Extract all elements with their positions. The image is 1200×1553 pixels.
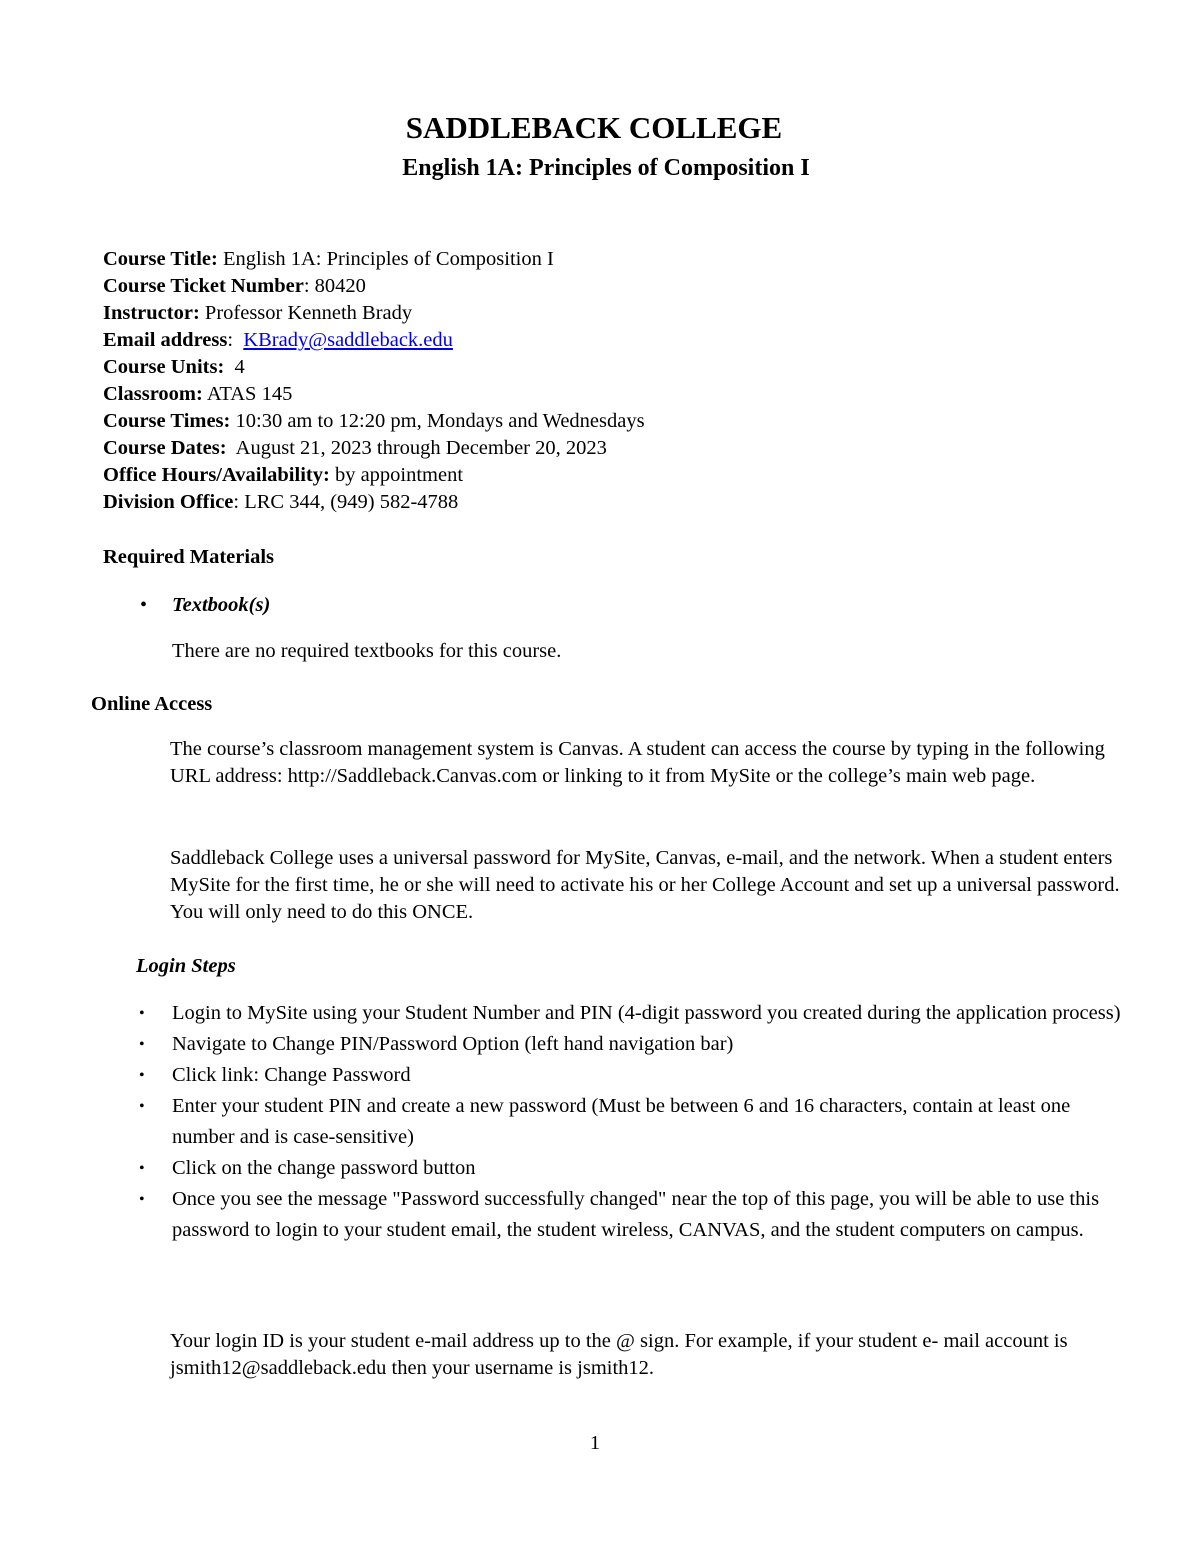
- info-classroom: [103, 381, 1003, 408]
- course-subtitle: English 1A: Principles of Composition I: [402, 155, 810, 181]
- info-course-title: [103, 246, 1003, 273]
- info-label: Classroom:: [103, 383, 203, 405]
- list-item: [0, 1091, 1122, 1153]
- info-label: Office Hours/Availability:: [103, 464, 330, 486]
- required-materials-heading: Required Materials: [103, 546, 274, 568]
- textbooks-note: There are no required textbooks for this course.: [172, 640, 562, 662]
- textbooks-item: Textbook(s): [172, 594, 271, 616]
- step-text: Once you see the message "Password successfully changed" near the top of this page, you will be able to use this password to login to your student email, the student wireless, CANVAS, and the student computers on campus.: [172, 1188, 1100, 1241]
- step-text: Enter your student PIN and create a new password (Must be between 6 and 16 characters, contain at least one number and is case-sensitive): [172, 1095, 1071, 1148]
- step-text: Click link: Change Password: [172, 1064, 411, 1086]
- bullet-icon: •: [139, 1098, 145, 1115]
- info-label: Course Dates:: [103, 437, 227, 459]
- list-item: [0, 1153, 1122, 1184]
- info-value: English 1A: Principles of Composition I: [217, 248, 554, 270]
- online-access-paragraph: The course’s classroom management system is Canvas. A student can access the course by typing in the following URL address: http://Saddleback.Canvas.com or linking to it from MySite or the college’s main web page.: [170, 738, 1105, 787]
- info-label: Course Units:: [103, 356, 225, 378]
- login-id-paragraph: Your login ID is your student e-mail address up to the @ sign. For example, if your student e- mail account is jsmith12@saddleback.edu then your username is jsmith12.: [170, 1330, 1068, 1379]
- info-value: ATAS 145: [202, 383, 293, 405]
- info-units: [103, 354, 1003, 381]
- online-access-heading: Online Access: [91, 693, 213, 715]
- email-link[interactable]: KBrady@saddleback.edu: [243, 329, 453, 351]
- info-value: : LRC 344, (949) 582-4788: [233, 491, 459, 513]
- info-value: by appointment: [329, 464, 464, 486]
- info-value: 4: [224, 356, 245, 378]
- info-label: Division Office: [103, 491, 234, 513]
- list-item: [0, 1184, 1122, 1246]
- info-label: Email address: [103, 329, 228, 351]
- college-title: SADDLEBACK COLLEGE: [405, 110, 783, 145]
- list-item: [0, 998, 1122, 1029]
- bullet-icon: •: [139, 1067, 145, 1084]
- list-item: [0, 1029, 1122, 1060]
- info-value: 10:30 am to 12:20 pm, Mondays and Wednesdays: [230, 410, 645, 432]
- info-label: Course Times:: [103, 410, 231, 432]
- login-steps-heading: Login Steps: [136, 955, 236, 977]
- info-value: August 21, 2023 through December 20, 2023: [226, 437, 607, 459]
- info-value: :: [227, 329, 244, 351]
- bullet-icon: •: [139, 1191, 145, 1208]
- info-label: Course Title:: [103, 248, 218, 270]
- step-text: Click on the change password button: [172, 1157, 476, 1179]
- info-office-hours: [103, 462, 1003, 489]
- bullet-icon: •: [139, 1036, 145, 1053]
- info-label: Course Ticket Number: [103, 275, 304, 297]
- info-instructor: [103, 300, 1003, 327]
- bullet-icon: •: [139, 1160, 145, 1177]
- info-value: : 80420: [303, 275, 366, 297]
- step-text: Navigate to Change PIN/Password Option (left hand navigation bar): [172, 1033, 734, 1055]
- login-steps-list: [0, 998, 1200, 1246]
- info-times: [103, 408, 1003, 435]
- page-number: 1: [589, 1432, 601, 1454]
- bullet-icon: •: [139, 1005, 145, 1022]
- course-info-block: [103, 246, 1003, 516]
- password-paragraph: Saddleback College uses a universal password for MySite, Canvas, e-mail, and the network. When a student enters MySite for the first time, he or she will need to activate his or her College Account and set up a universal password. You will only need to do this ONCE.: [170, 847, 1120, 923]
- info-ticket-number: [103, 273, 1003, 300]
- info-dates: [103, 435, 1003, 462]
- bullet-dot-icon: •: [140, 594, 148, 616]
- step-text: Login to MySite using your Student Number and PIN (4-digit password you created during the application process): [172, 1002, 1121, 1024]
- info-label: Instructor:: [103, 302, 200, 324]
- list-item: [0, 1060, 1122, 1091]
- info-division-office: [103, 489, 1003, 516]
- info-value: Professor Kenneth Brady: [199, 302, 413, 324]
- info-email: [103, 327, 1003, 354]
